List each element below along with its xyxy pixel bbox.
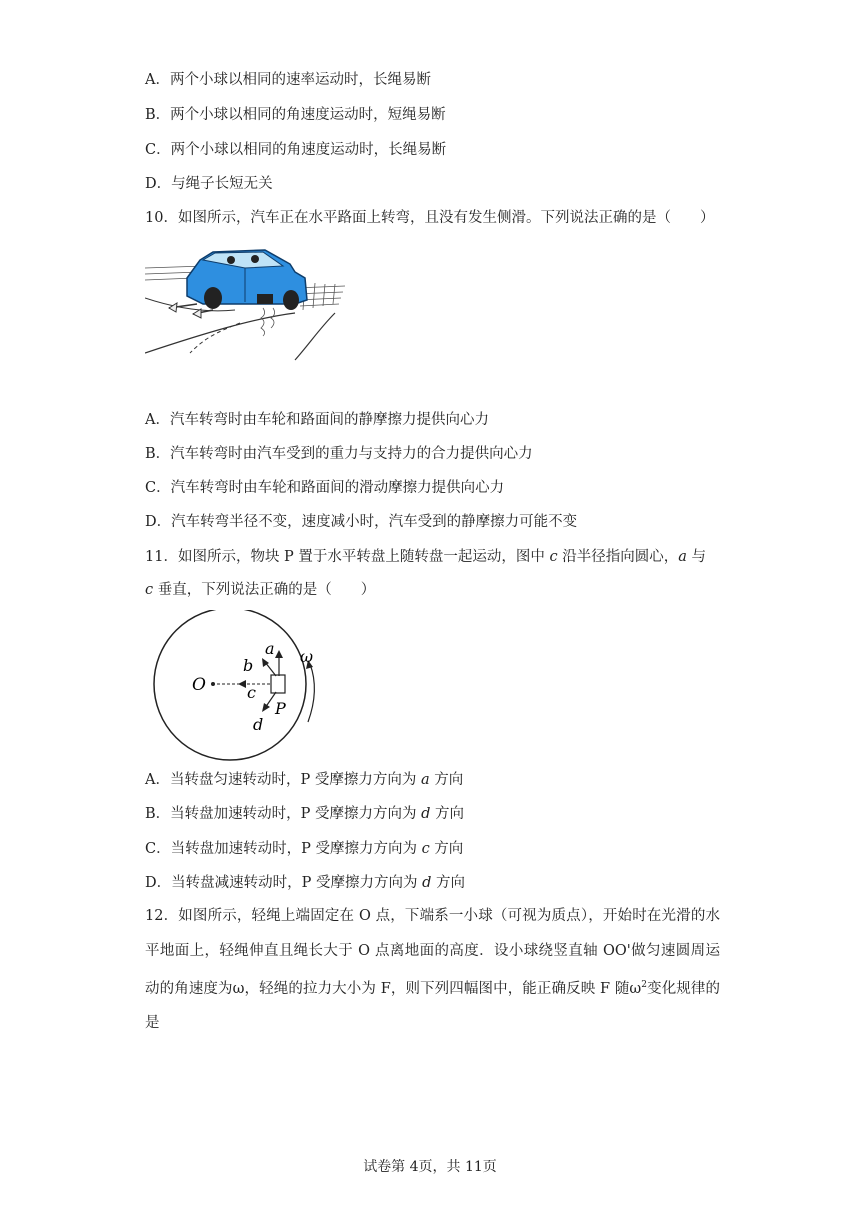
car-turning-figure bbox=[145, 238, 345, 366]
q9-option-d: D．与绳子长短无关 bbox=[145, 176, 273, 192]
q11-option-d: D．当转盘减速转动时，P 受摩擦力方向为 d 方向 bbox=[145, 875, 466, 891]
q10-stem: 10．如图所示，汽车正在水平路面上转弯，且没有发生侧滑。下列说法正确的是（ ） bbox=[145, 210, 715, 226]
q11-option-c: C．当转盘加速转动时，P 受摩擦力方向为 c 方向 bbox=[145, 841, 464, 857]
label-omega: ω bbox=[300, 647, 314, 666]
label-b: b bbox=[243, 656, 254, 675]
q11-option-b: B．当转盘加速转动时，P 受摩擦力方向为 d 方向 bbox=[145, 806, 465, 822]
q10-option-a: A．汽车转弯时由车轮和路面间的静摩擦力提供向心力 bbox=[145, 412, 489, 428]
label-P: P bbox=[275, 699, 286, 718]
q11-option-a: A．当转盘匀速转动时，P 受摩擦力方向为 a 方向 bbox=[145, 772, 464, 788]
q10-option-b: B．汽车转弯时由汽车受到的重力与支持力的合力提供向心力 bbox=[145, 446, 533, 462]
turntable-figure bbox=[140, 610, 330, 762]
label-O: O bbox=[192, 675, 206, 695]
q10-option-d: D．汽车转弯半径不变，速度减小时，汽车受到的静摩擦力可能不变 bbox=[145, 514, 578, 530]
q12-stem: 12．如图所示，轻绳上端固定在 O 点，下端系一小球（可视为质点），开始时在光滑的水平地面上，轻绳伸直且绳长大于 O 点离地面的高度．设小球绕竖直轴 OO'做匀速圆周运动的角速度为ω，轻绳的拉力大小为 F，则下列四幅图中，能正确反映 F 随$\omega^2$变化规律的是 bbox=[145, 908, 721, 1032]
q11-stem-line1: 11．如图所示，物块 P 置于水平转盘上随转盘一起运动，图中 c 沿半径指向圆心，a 与 bbox=[145, 549, 707, 565]
label-c: c bbox=[247, 683, 256, 702]
q10-option-c: C．汽车转弯时由车轮和路面间的滑动摩擦力提供向心力 bbox=[145, 480, 505, 496]
q9-option-a: A．两个小球以相同的速率运动时，长绳易断 bbox=[145, 72, 431, 88]
page-footer: 试卷第 4页，共 11页 bbox=[363, 1159, 497, 1175]
q9-option-b: B．两个小球以相同的角速度运动时，短绳易断 bbox=[145, 107, 446, 123]
q11-stem-line2: c 垂直，下列说法正确的是（ ） bbox=[145, 582, 376, 598]
label-d: d bbox=[253, 715, 264, 734]
q9-option-c: C．两个小球以相同的角速度运动时，长绳易断 bbox=[145, 142, 447, 158]
label-a: a bbox=[265, 639, 275, 658]
